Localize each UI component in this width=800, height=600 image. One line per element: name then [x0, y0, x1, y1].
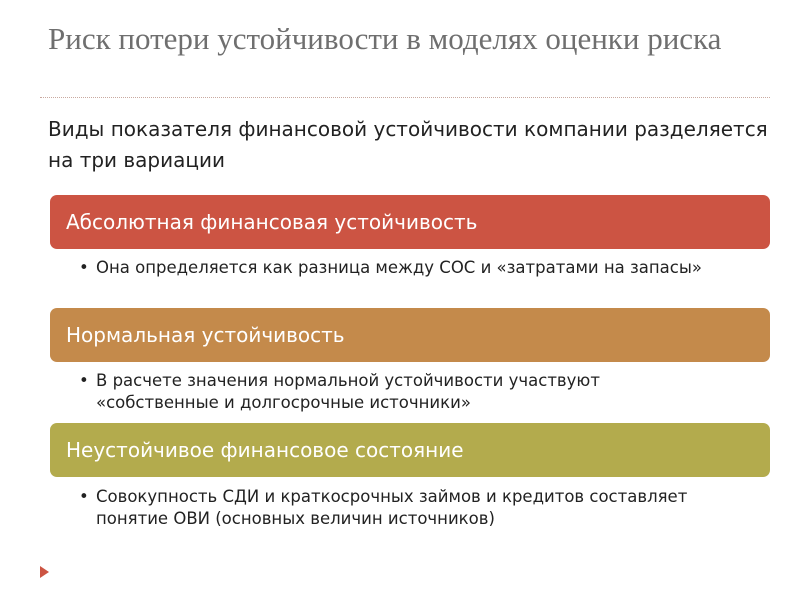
section-header-absolute: Абсолютная финансовая устойчивость — [50, 195, 770, 249]
title-divider — [40, 97, 770, 98]
section-bullet-absolute — [79, 257, 719, 279]
section-bullet-normal — [79, 370, 719, 414]
subtitle: Виды показателя финансовой устойчивости компании разделяется на три вариации — [48, 117, 768, 172]
section-header-unstable: Неустойчивое финансовое состояние — [50, 423, 770, 477]
bullet-text: Она определяется как разница между СОС и «затратами на запасы» — [96, 258, 702, 277]
page-title: Риск потери устойчивости в моделях оценки риска — [48, 21, 722, 56]
section-bullet-unstable — [79, 486, 719, 530]
section-header-normal: Нормальная устойчивость — [50, 308, 770, 362]
bullet-dot: • — [79, 371, 89, 390]
bullet-dot: • — [79, 258, 89, 277]
bullet-text: В расчете значения нормальной устойчивости участвуют «собственные и долгосрочные источники» — [96, 371, 600, 412]
bullet-text: Совокупность СДИ и краткосрочных займов и кредитов составляет понятие ОВИ (основных величин источников) — [96, 487, 688, 528]
triangle-arrow-icon — [40, 566, 49, 578]
bullet-dot: • — [79, 487, 89, 506]
